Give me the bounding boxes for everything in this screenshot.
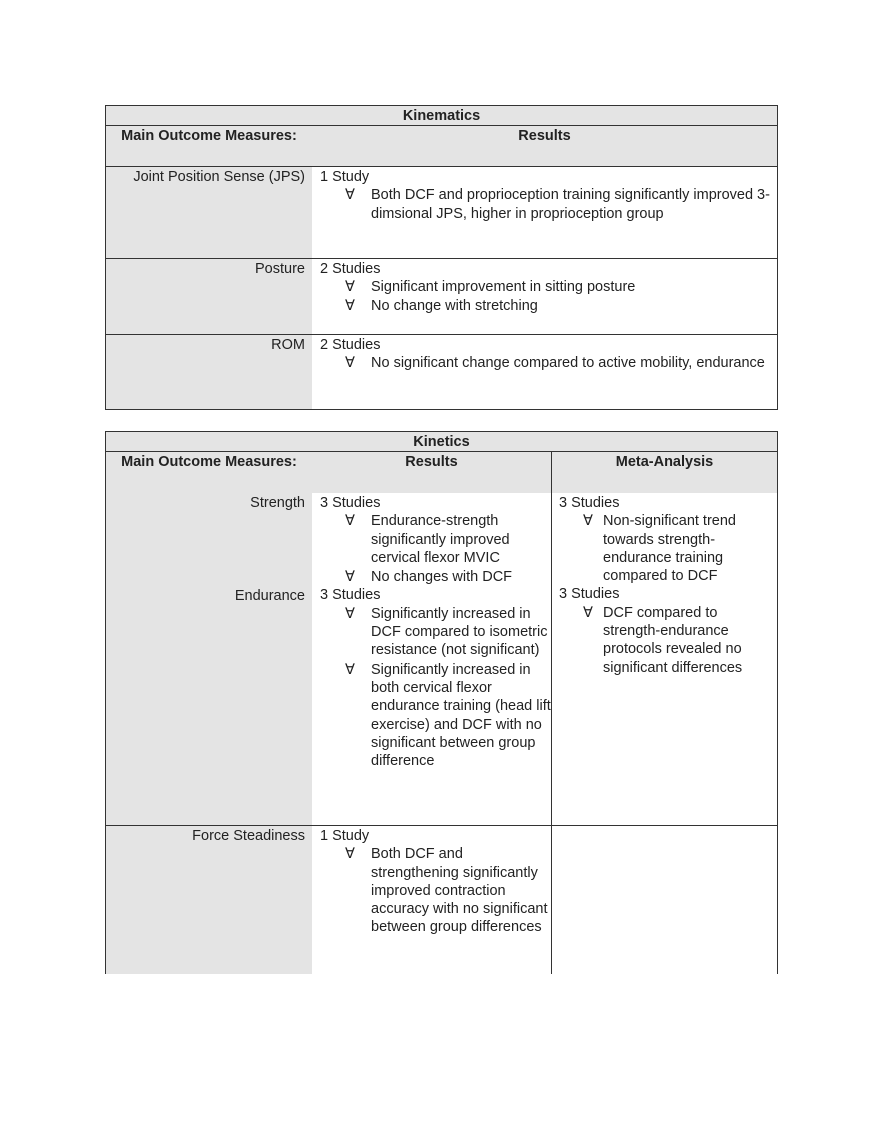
list-item-text: Non-significant trend towards strength-endurance training compared to DCF bbox=[603, 513, 736, 585]
meta-analysis-cell bbox=[552, 493, 777, 825]
table-row bbox=[106, 167, 777, 259]
list-item-text: DCF compared to strength-endurance protocols revealed no significant differences bbox=[603, 604, 743, 676]
for-all-bullet-icon: ∀ bbox=[345, 187, 355, 204]
kinetics-header-row bbox=[106, 452, 777, 493]
results-list bbox=[320, 845, 551, 936]
list-item-text: Endurance-strength significantly improved cervical flexor MVIC bbox=[371, 513, 510, 566]
header-main-outcome: Main Outcome Measures: bbox=[121, 128, 297, 144]
results-list bbox=[320, 605, 551, 771]
measure-label: Endurance bbox=[234, 588, 305, 605]
study-count: 3 Studies bbox=[559, 586, 620, 603]
results-list bbox=[320, 186, 777, 223]
kinematics-table bbox=[105, 105, 778, 410]
results-list bbox=[320, 512, 551, 586]
for-all-bullet-icon: ∀ bbox=[345, 846, 355, 863]
meta-list bbox=[559, 512, 777, 585]
measure-label: ROM bbox=[271, 337, 305, 353]
list-item-text: No significant change compared to active mobility, endurance bbox=[371, 355, 765, 372]
list-item-text: No change with stretching bbox=[371, 297, 538, 314]
kinetics-title: Kinetics bbox=[106, 432, 777, 452]
table-row bbox=[106, 259, 777, 335]
results-cell bbox=[312, 259, 777, 334]
for-all-bullet-icon: ∀ bbox=[345, 661, 355, 678]
kinematics-header-row bbox=[106, 126, 777, 167]
study-count: 3 Studies bbox=[320, 495, 381, 511]
for-all-bullet-icon: ∀ bbox=[345, 355, 355, 372]
list-item bbox=[320, 278, 777, 296]
list-item-text: Both DCF and proprioception training significantly improved 3-dimsional JPS, higher in proprioception group bbox=[371, 187, 770, 222]
header-main-outcome: Main Outcome Measures: bbox=[121, 454, 297, 470]
table-row-group bbox=[106, 493, 777, 826]
list-item bbox=[559, 604, 777, 677]
study-count: 3 Studies bbox=[320, 587, 381, 604]
table-row bbox=[106, 335, 777, 409]
meta-list bbox=[559, 604, 777, 677]
measure-label: Force Steadiness bbox=[192, 828, 305, 844]
study-count: 2 Studies bbox=[320, 261, 381, 277]
results-list bbox=[320, 278, 777, 315]
results-cell bbox=[312, 826, 552, 974]
header-results: Results bbox=[518, 128, 571, 144]
results-cell bbox=[312, 167, 777, 258]
list-item bbox=[320, 186, 777, 223]
study-count: 1 Study bbox=[320, 169, 370, 185]
list-item-text: No changes with DCF bbox=[371, 569, 513, 586]
list-item-text: Significantly increased in both cervical flexor endurance training (head lift exercise) and DCF with no significant between group difference bbox=[371, 661, 551, 770]
list-item bbox=[559, 512, 777, 585]
results-list bbox=[320, 354, 777, 372]
results-cell bbox=[312, 493, 552, 825]
list-item bbox=[320, 512, 551, 567]
study-count: 3 Studies bbox=[559, 495, 620, 511]
measure-label: Posture bbox=[255, 261, 305, 277]
measure-label: Joint Position Sense (JPS) bbox=[133, 169, 305, 185]
for-all-bullet-icon: ∀ bbox=[345, 297, 355, 314]
study-count: 1 Study bbox=[320, 828, 370, 844]
measure-cell bbox=[106, 167, 312, 258]
measure-cell bbox=[106, 826, 312, 974]
results-cell bbox=[312, 335, 777, 409]
study-count: 2 Studies bbox=[320, 337, 381, 353]
for-all-bullet-icon: ∀ bbox=[345, 513, 355, 530]
for-all-bullet-icon: ∀ bbox=[345, 279, 355, 296]
measure-cell bbox=[106, 259, 312, 334]
kinetics-table bbox=[105, 431, 778, 974]
kinematics-title: Kinematics bbox=[106, 106, 777, 126]
list-item-text: Both DCF and strengthening significantly improved contraction accuracy with no significant between group differences bbox=[371, 846, 548, 936]
meta-analysis-cell bbox=[552, 826, 777, 974]
table-row bbox=[106, 826, 777, 974]
list-item-text: Significantly increased in DCF compared to isometric resistance (not significant) bbox=[371, 605, 548, 659]
list-item-text: Significant improvement in sitting posture bbox=[371, 279, 636, 296]
list-item bbox=[320, 354, 777, 372]
list-item bbox=[320, 568, 551, 586]
measure-label: Strength bbox=[250, 495, 305, 511]
list-item bbox=[320, 297, 777, 315]
for-all-bullet-icon: ∀ bbox=[345, 569, 355, 586]
header-meta-analysis: Meta-Analysis bbox=[615, 454, 714, 470]
for-all-bullet-icon: ∀ bbox=[345, 605, 355, 622]
measure-cell bbox=[106, 493, 312, 825]
for-all-bullet-icon: ∀ bbox=[583, 513, 593, 530]
measure-cell bbox=[106, 335, 312, 409]
list-item bbox=[320, 605, 551, 660]
for-all-bullet-icon: ∀ bbox=[583, 604, 593, 621]
list-item bbox=[320, 661, 551, 771]
list-item bbox=[320, 845, 551, 936]
header-results: Results bbox=[312, 452, 552, 493]
